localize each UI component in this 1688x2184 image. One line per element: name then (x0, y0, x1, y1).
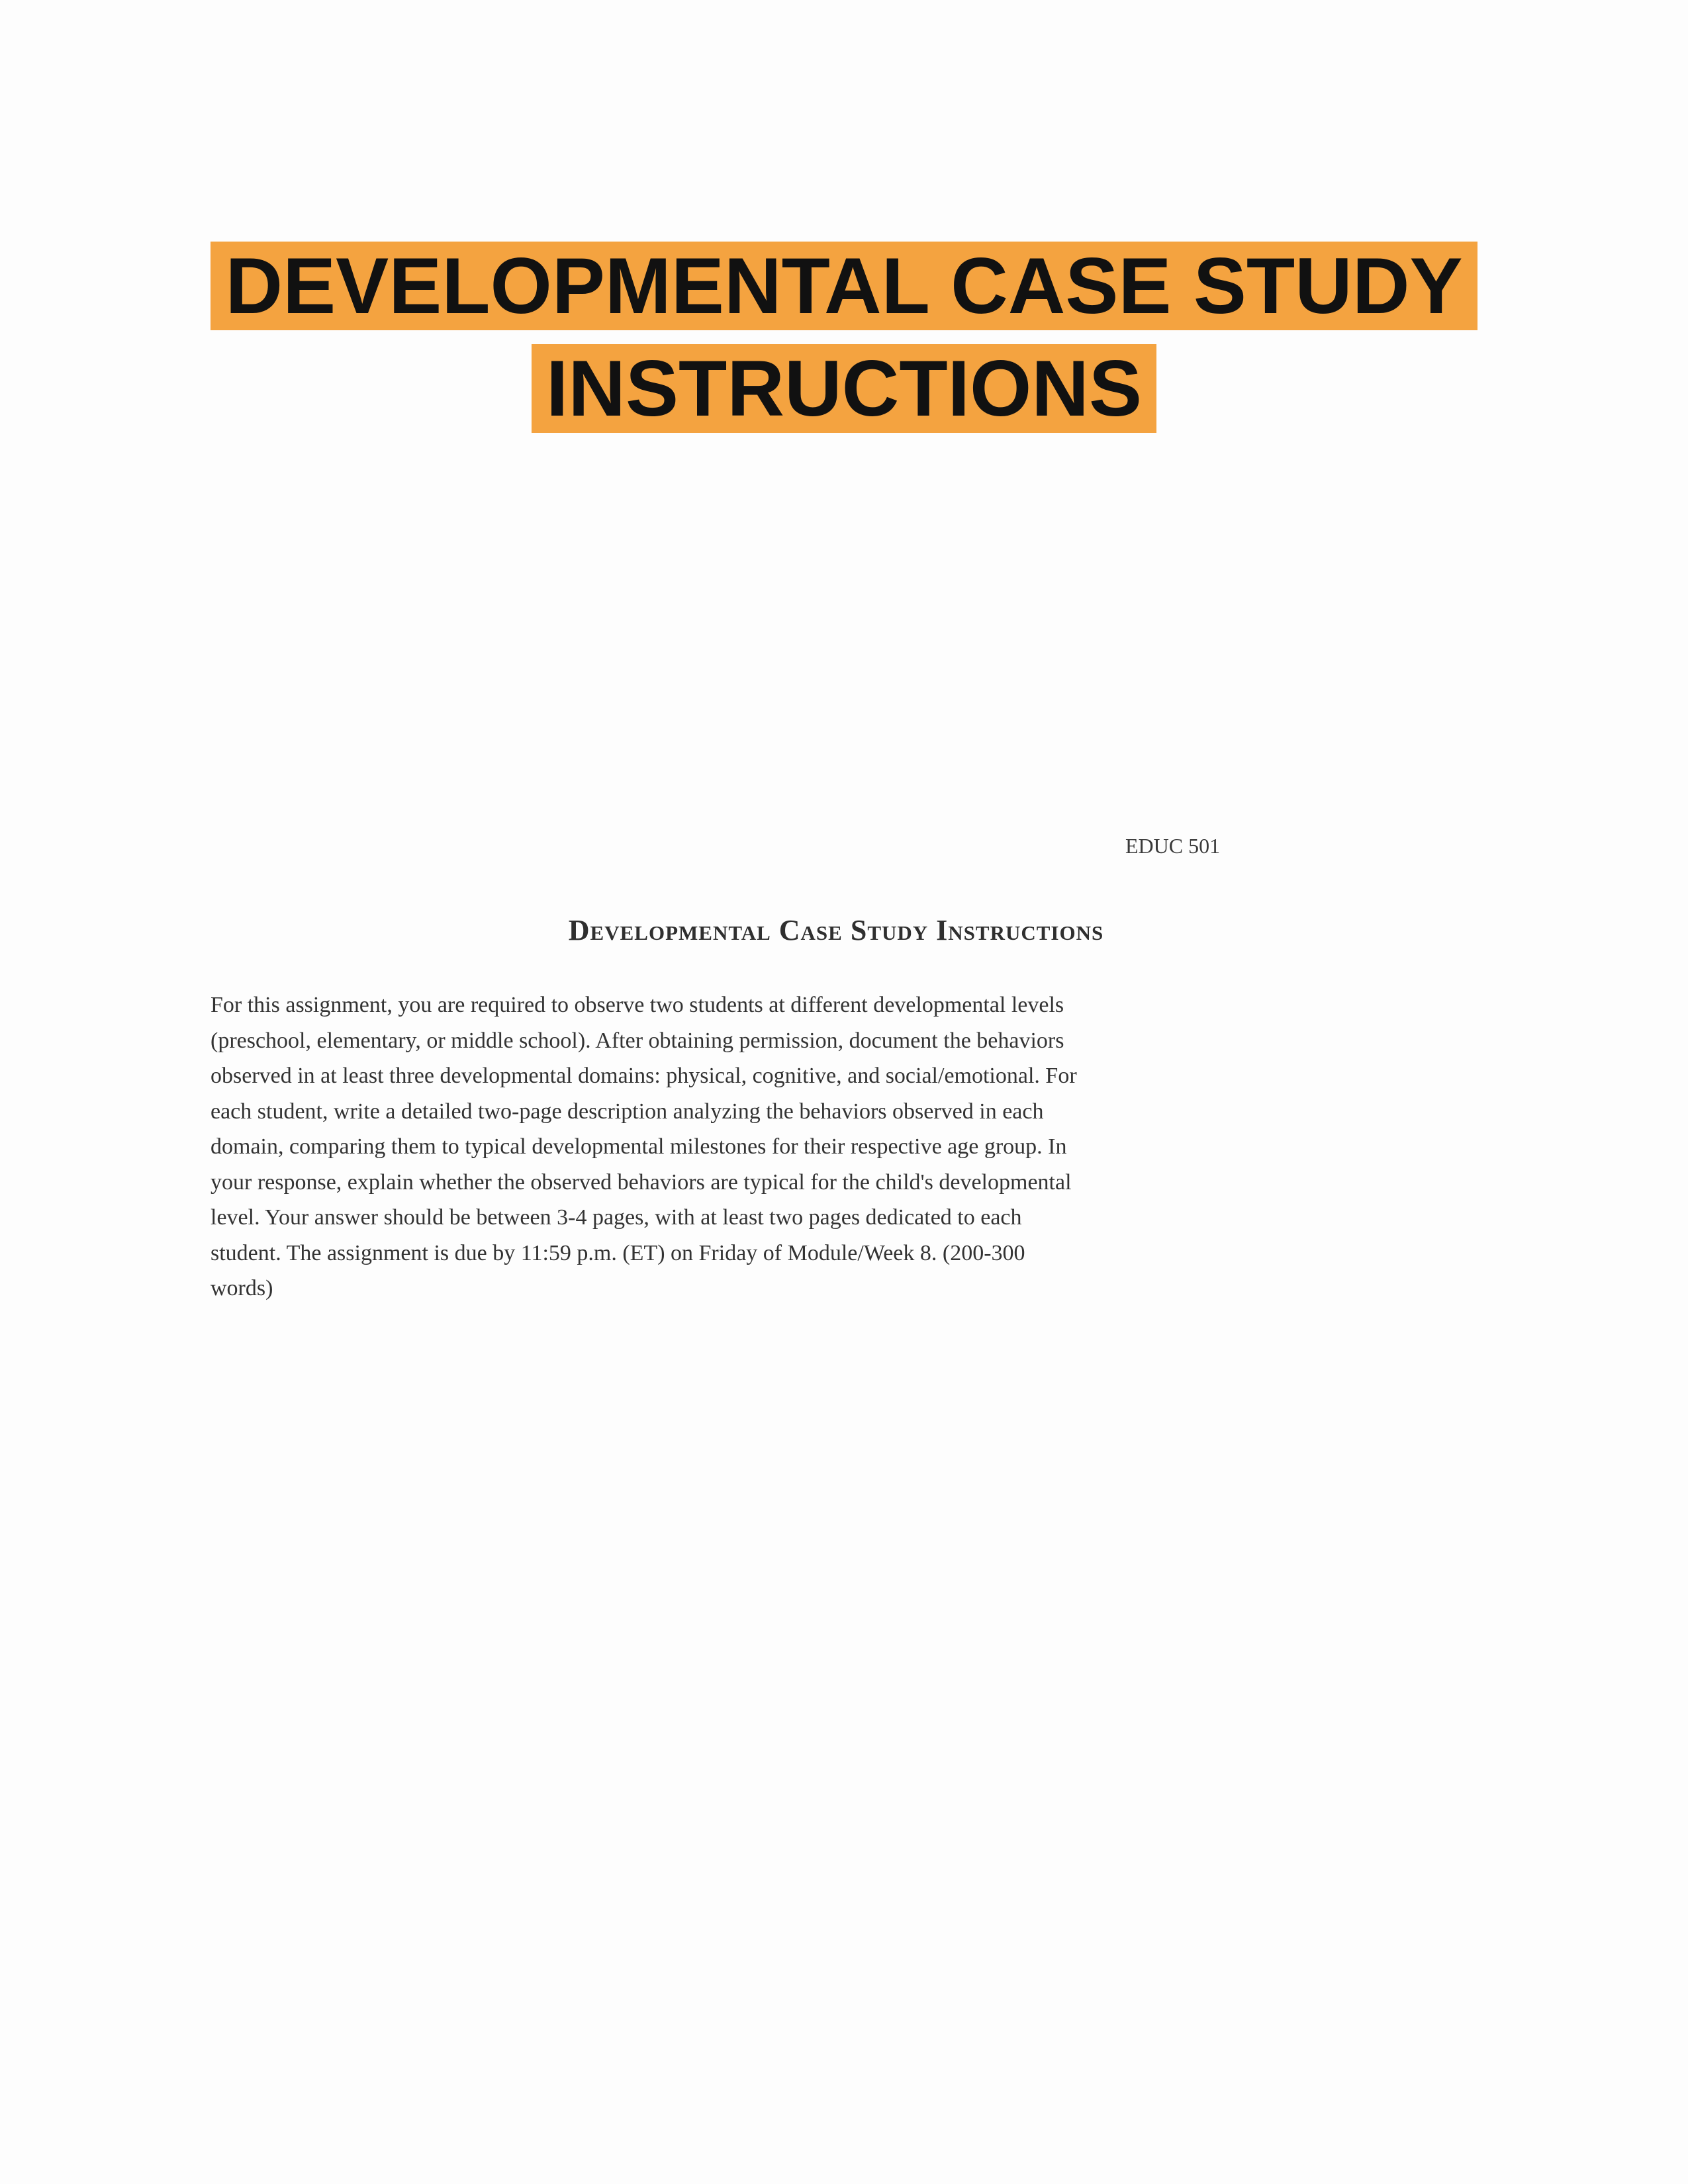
paragraph-line: level. Your answer should be between 3-4 pages, with at least two pages dedicated to each (211, 1205, 1022, 1230)
paragraph-line: observed in at least three developmental domains: physical, cognitive, and social/emotional. For (211, 1064, 1077, 1088)
highlighted-page-title (0, 235, 1688, 440)
paragraph-line: (preschool, elementary, or middle school). After obtaining permission, document the behaviors (211, 1028, 1064, 1053)
instructions-paragraph (211, 987, 1237, 1306)
title-line-1: DEVELOPMENTAL CASE STUDY (211, 242, 1477, 330)
paragraph-line: words) (211, 1276, 273, 1300)
paragraph-line: domain, comparing them to typical developmental milestones for their respective age group. In (211, 1134, 1067, 1159)
paragraph-line: student. The assignment is due by 11:59 p.m. (ET) on Friday of Module/Week 8. (200-300 (211, 1240, 1025, 1265)
paragraph-line: your response, explain whether the observed behaviors are typical for the child's developmental (211, 1169, 1072, 1195)
paragraph-line: For this assignment, you are required to observe two students at different developmental levels (211, 993, 1064, 1017)
course-code: EDUC 501 (1125, 834, 1221, 858)
document-title-text: Developmental Case Study Instructions (568, 914, 1104, 946)
title-line-2: INSTRUCTIONS (532, 344, 1156, 433)
document-title (0, 913, 1688, 947)
paragraph-line: each student, write a detailed two-page description analyzing the behaviors observed in each (211, 1099, 1044, 1124)
